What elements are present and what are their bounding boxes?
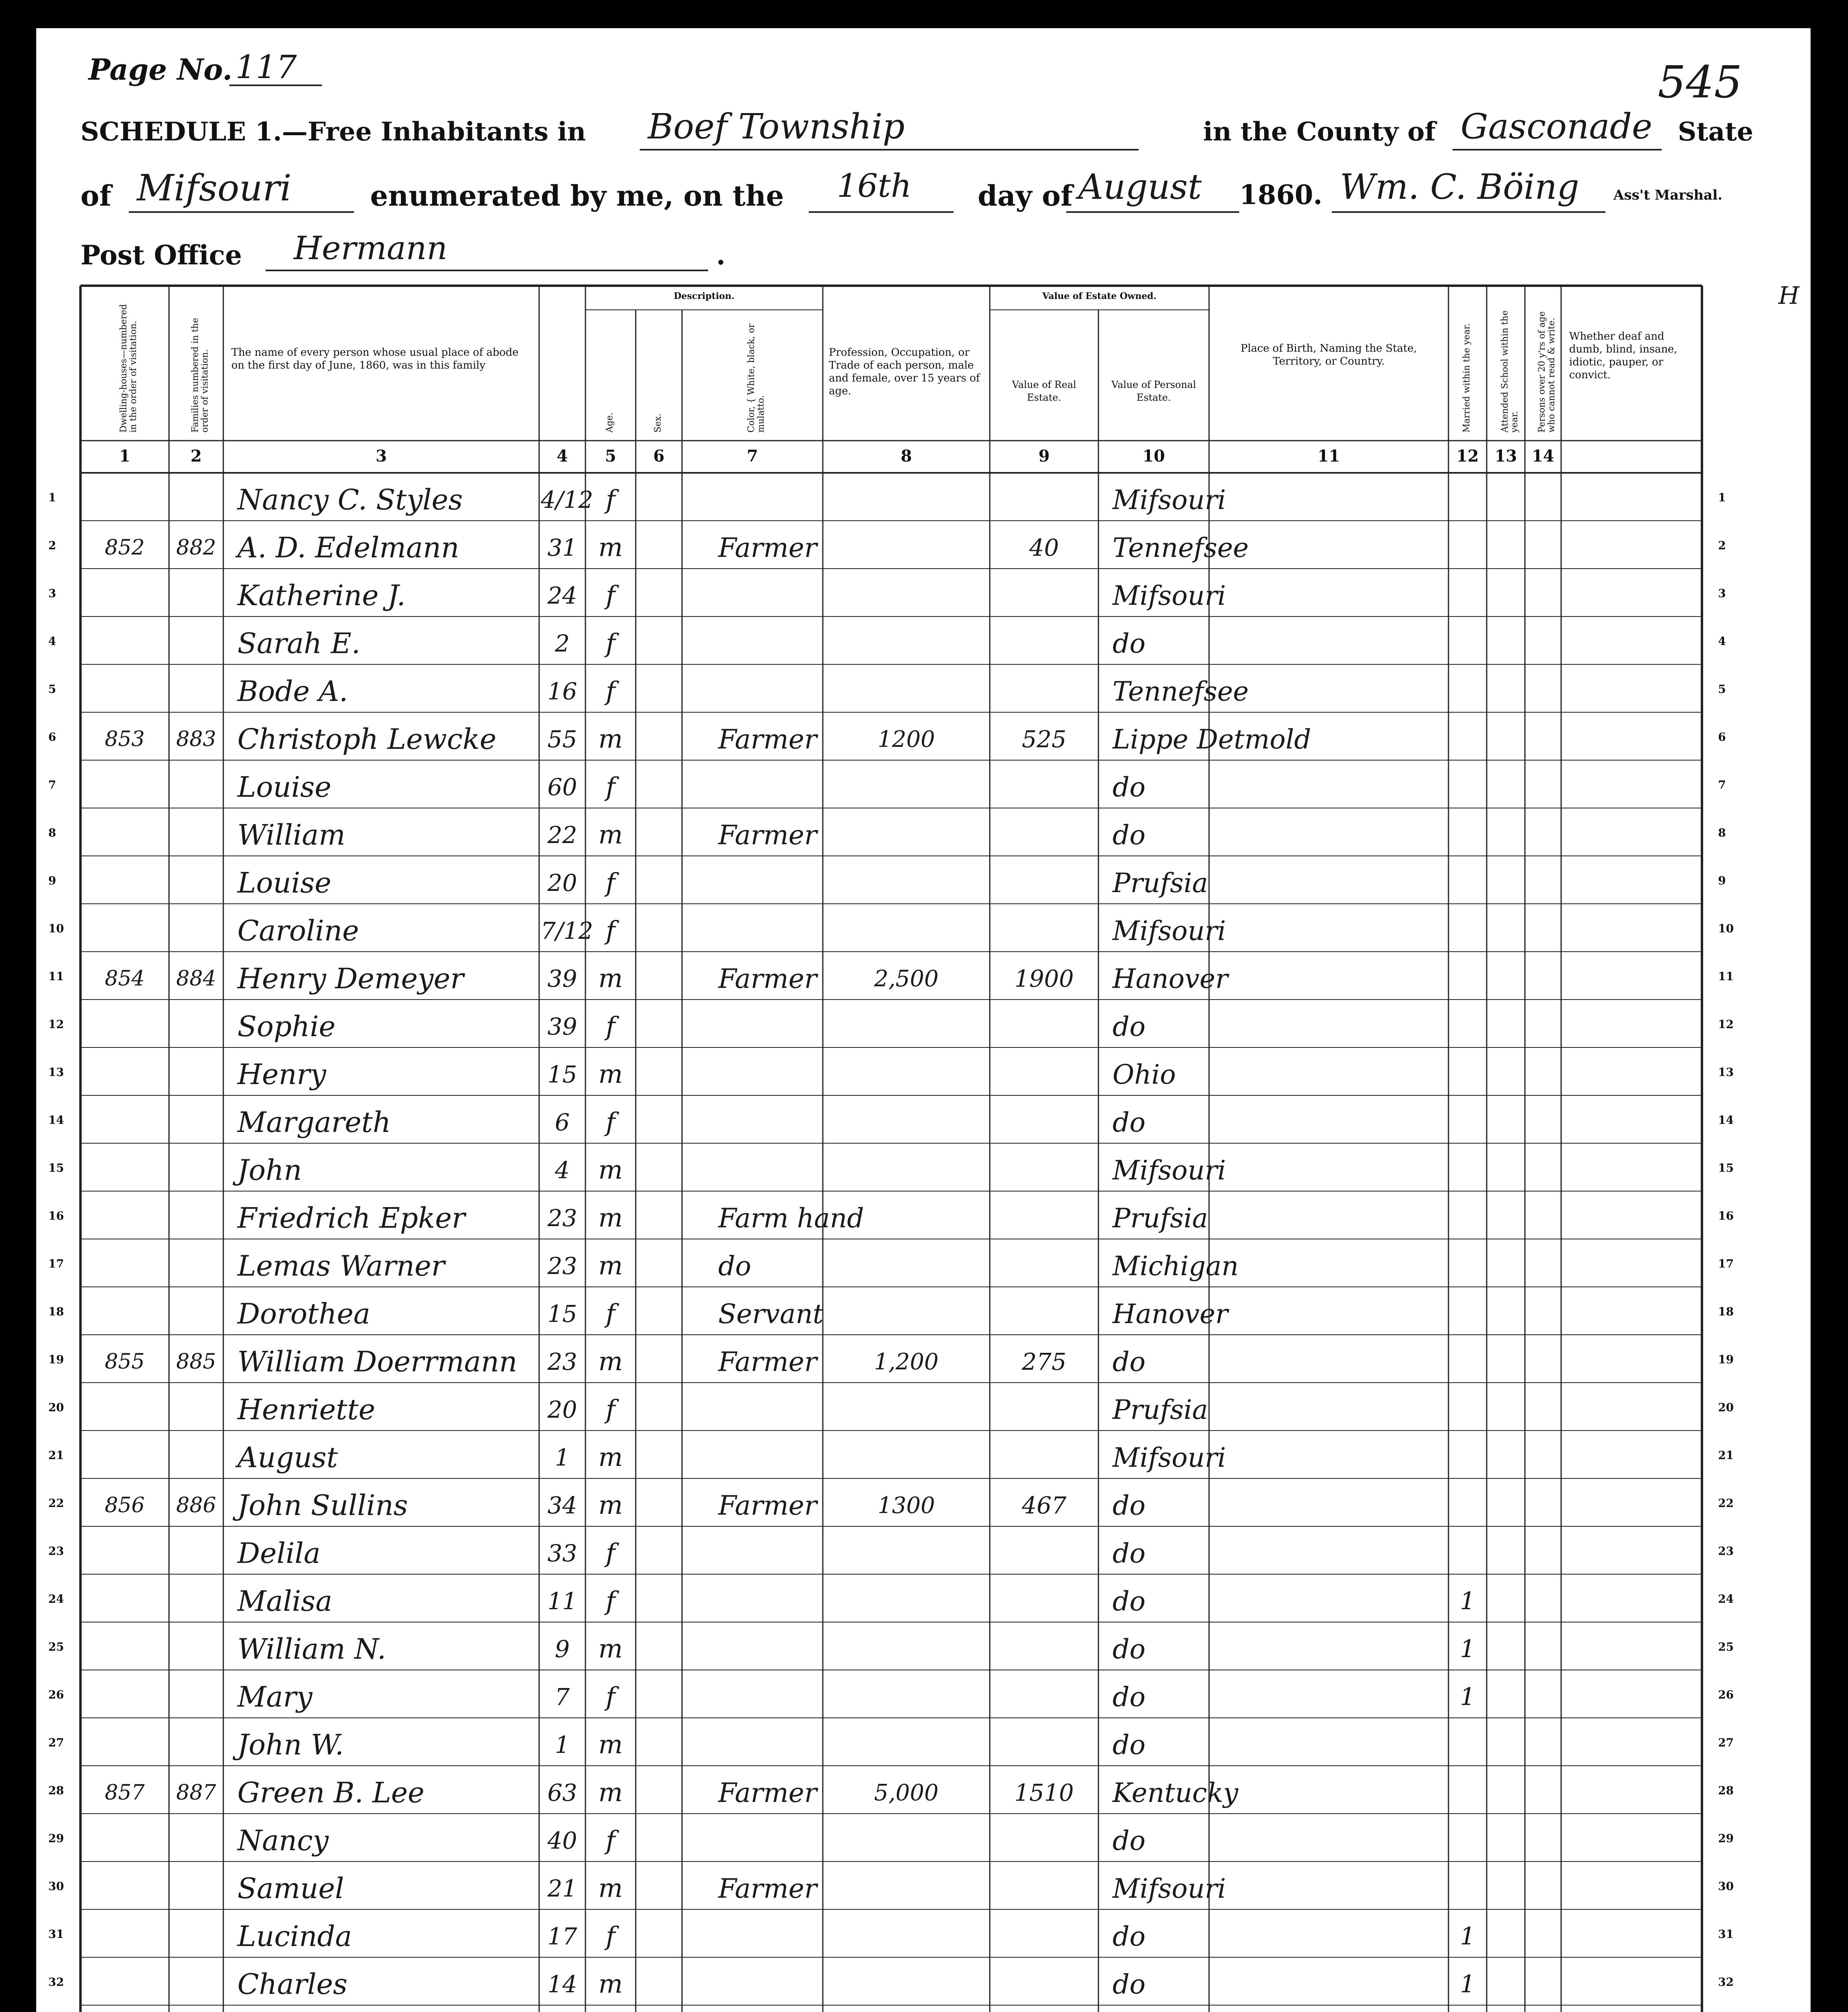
line-number-left: 17	[48, 1257, 64, 1270]
line-number-right: 15	[1718, 1161, 1734, 1175]
line-number-left: 25	[48, 1640, 64, 1653]
township-value: Boef Township	[648, 107, 905, 147]
line-number-right: 20	[1718, 1401, 1734, 1414]
cell-name: John	[237, 1154, 302, 1187]
cell-occ: Farm hand	[718, 1203, 864, 1234]
cell-occ: Farmer	[718, 1777, 817, 1808]
cell-birth: do	[1113, 628, 1145, 659]
line-number-right: 11	[1718, 970, 1734, 983]
of-label: of	[80, 179, 111, 212]
cell-age: 39	[547, 965, 577, 992]
cell-sex: f	[606, 1586, 616, 1616]
cell-dw: 854	[105, 967, 145, 991]
line-number-right: 28	[1718, 1784, 1734, 1797]
cell-name: Louise	[237, 771, 332, 804]
cell-birth: Hanover	[1113, 1299, 1228, 1330]
cell-dw: 856	[105, 1493, 145, 1517]
cell-age: 2	[555, 630, 570, 657]
col-name-header: The name of every person whose usual place of abode on the first day of June, 1860, was in this family	[231, 346, 519, 371]
column-number: 13	[1494, 447, 1517, 466]
line-number-left: 20	[48, 1401, 64, 1414]
line-number-left: 6	[48, 730, 56, 744]
cell-birth: do	[1113, 1490, 1145, 1521]
line-number-right: 16	[1718, 1209, 1734, 1222]
estate-header: Value of Estate Owned.	[1042, 291, 1157, 301]
cell-name: Friedrich Epker	[237, 1202, 466, 1235]
cell-age: 7	[555, 1683, 570, 1711]
cell-name: William	[237, 818, 346, 851]
cell-age: 24	[547, 582, 577, 609]
cell-birth: do	[1113, 1011, 1145, 1042]
line-number-right: 27	[1718, 1736, 1734, 1749]
column-number: 6	[653, 447, 665, 466]
cell-name: John W.	[237, 1728, 344, 1761]
line-number-right: 19	[1718, 1353, 1734, 1366]
cell-birth: do	[1113, 1346, 1145, 1377]
line-number-right: 1	[1718, 491, 1726, 504]
col-real-estate-header: Value of Real Estate.	[1012, 379, 1076, 403]
cell-birth: Mifsouri	[1113, 1873, 1226, 1904]
cell-age: 34	[547, 1492, 577, 1519]
cell-birth: Tennefsee	[1113, 532, 1249, 563]
cell-age: 6	[555, 1109, 570, 1136]
cell-age: 23	[547, 1252, 577, 1280]
cell-age: 63	[547, 1779, 577, 1806]
description-header: Description.	[674, 291, 735, 301]
cell-pers: 467	[1022, 1492, 1067, 1519]
cell-sex: f	[606, 676, 616, 706]
cell-fam: 886	[176, 1493, 216, 1517]
cell-sex: f	[606, 1682, 616, 1712]
post-office-label: Post Office	[80, 239, 242, 271]
cell-pers: 275	[1022, 1348, 1067, 1375]
state-value: Mifsouri	[137, 167, 292, 209]
line-number-left: 13	[48, 1066, 64, 1079]
cell-pers: 525	[1022, 726, 1067, 753]
cell-birth: Kentucky	[1113, 1777, 1238, 1808]
cell-sex: m	[598, 1490, 623, 1520]
cell-occ: Farmer	[718, 1490, 817, 1521]
cell-birth: do	[1113, 1921, 1145, 1952]
cell-birth: do	[1113, 1682, 1145, 1713]
post-office-value: Hermann	[294, 229, 447, 267]
col-sex-header: Sex.	[653, 413, 663, 433]
col-condition-header: Whether deaf and dumb, blind, insane, idiotic, pauper, or convict.	[1569, 330, 1677, 381]
marshal-label: Ass't Marshal.	[1613, 187, 1722, 203]
cell-name: Nancy	[237, 1824, 329, 1857]
line-number-left: 10	[48, 922, 64, 935]
cell-age: 23	[547, 1348, 577, 1375]
cell-age: 1	[555, 1444, 570, 1471]
state-label: State	[1678, 117, 1753, 147]
line-number-left: 2	[48, 539, 56, 552]
cell-name: Sarah E.	[237, 627, 361, 660]
line-number-left: 26	[48, 1688, 64, 1701]
cell-sex: m	[598, 1443, 623, 1472]
cell-occ: Farmer	[718, 1346, 817, 1377]
line-number-left: 19	[48, 1353, 64, 1366]
cell-school: 1	[1460, 1970, 1475, 1998]
cell-age: 16	[547, 678, 577, 705]
cell-name: Samuel	[237, 1872, 344, 1905]
cell-age: 15	[547, 1061, 577, 1088]
line-number-left: 3	[48, 587, 56, 600]
page-number-value: 117	[235, 48, 297, 86]
cell-name: Delila	[237, 1537, 321, 1570]
day-value: 16th	[837, 167, 912, 204]
column-number: 8	[900, 447, 912, 466]
cell-birth: do	[1113, 1730, 1145, 1760]
line-number-right: 29	[1718, 1832, 1734, 1845]
cell-occ: Farmer	[718, 820, 817, 851]
line-number-left: 28	[48, 1784, 64, 1797]
line-number-left: 12	[48, 1018, 64, 1031]
cell-age: 23	[547, 1204, 577, 1232]
col-personal-estate-header: Value of Personal Estate.	[1111, 379, 1196, 403]
cell-name: Sophie	[237, 1010, 336, 1043]
line-number-right: 23	[1718, 1544, 1734, 1558]
cell-age: 15	[547, 1300, 577, 1328]
cell-sex: f	[606, 581, 616, 610]
col-occupation-header: Profession, Occupation, or Trade of each person, male and female, over 15 years of age.	[829, 346, 980, 397]
cell-birth: Mifsouri	[1113, 580, 1226, 611]
cell-birth: Prufsia	[1113, 1203, 1208, 1234]
line-number-right: 4	[1718, 635, 1726, 648]
line-number-right: 17	[1718, 1257, 1734, 1270]
cell-name: Christoph Lewcke	[237, 723, 497, 756]
cell-occ: do	[718, 1251, 751, 1282]
cell-occ: Farmer	[718, 963, 817, 994]
column-number: 12	[1456, 447, 1479, 466]
line-number-left: 32	[48, 1975, 64, 1989]
cell-birth: do	[1113, 1969, 1145, 2000]
line-number-right: 9	[1718, 874, 1726, 887]
line-number-right: 6	[1718, 730, 1726, 744]
line-number-right: 22	[1718, 1497, 1734, 1510]
cell-age: 4/12	[541, 486, 593, 513]
col-illiterate-header: Persons over 20 y'rs of age who cannot read & write.	[1537, 311, 1557, 433]
column-number: 7	[747, 447, 758, 466]
line-number-left: 24	[48, 1592, 64, 1606]
col-school-header: Attended School within the year.	[1500, 310, 1520, 433]
line-number-left: 7	[48, 778, 56, 792]
cell-age: 4	[555, 1156, 570, 1184]
corner-mark: H	[1778, 282, 1800, 310]
cell-birth: do	[1113, 1538, 1145, 1569]
line-number-left: 21	[48, 1449, 64, 1462]
line-number-left: 8	[48, 826, 56, 839]
line-number-right: 7	[1718, 778, 1726, 792]
line-number-right: 32	[1718, 1975, 1734, 1989]
cell-name: Malisa	[237, 1585, 332, 1618]
cell-real: 1200	[878, 726, 935, 752]
line-number-right: 8	[1718, 826, 1726, 839]
line-number-left: 16	[48, 1209, 64, 1222]
cell-sex: m	[598, 1730, 623, 1760]
line-number-right: 30	[1718, 1880, 1734, 1893]
cell-sex: m	[598, 964, 623, 994]
cell-sex: f	[606, 1921, 616, 1951]
cell-age: 21	[547, 1875, 577, 1902]
col-age-header: Age.	[604, 412, 615, 433]
column-number: 11	[1317, 447, 1340, 466]
column-number: 1	[119, 447, 130, 466]
cell-dw: 852	[105, 536, 145, 560]
col-family-header: Families numbered in the order of visitation.	[190, 317, 210, 433]
cell-name: Lucinda	[237, 1920, 352, 1953]
cell-sex: f	[606, 1826, 616, 1855]
line-number-left: 31	[48, 1927, 64, 1941]
cell-real: 1,200	[874, 1349, 939, 1375]
col-married-header: Married within the year.	[1461, 323, 1472, 433]
cell-dw: 853	[105, 727, 145, 751]
cell-sex: m	[598, 724, 623, 754]
cell-sex: m	[598, 1060, 623, 1089]
cell-name: Margareth	[237, 1106, 391, 1139]
cell-school: 1	[1460, 1683, 1475, 1711]
cell-name: Mary	[237, 1680, 313, 1713]
cell-dw: 857	[105, 1781, 145, 1805]
cell-school: 1	[1460, 1587, 1475, 1615]
cell-pers: 40	[1029, 534, 1059, 561]
column-number: 5	[605, 447, 616, 466]
cell-sex: m	[598, 1874, 623, 1903]
cell-name: Charles	[237, 1968, 348, 2001]
cell-age: 17	[547, 1923, 577, 1950]
cell-sex: m	[598, 1203, 623, 1233]
line-number-right: 5	[1718, 682, 1726, 696]
line-number-right: 2	[1718, 539, 1726, 552]
cell-sex: f	[606, 1107, 616, 1137]
cell-occ: Farmer	[718, 1873, 817, 1904]
cell-name: August	[237, 1441, 338, 1474]
cell-age: 9	[555, 1635, 570, 1663]
line-number-left: 27	[48, 1736, 64, 1749]
cell-name: Henriette	[237, 1393, 375, 1426]
line-number-left: 5	[48, 682, 56, 696]
line-number-left: 9	[48, 874, 56, 887]
cell-age: 11	[547, 1587, 577, 1615]
line-number-left: 11	[48, 970, 64, 983]
line-number-right: 25	[1718, 1640, 1734, 1653]
cell-real: 5,000	[874, 1780, 939, 1806]
cell-name: A. D. Edelmann	[237, 531, 459, 564]
cell-sex: m	[598, 820, 623, 850]
cell-pers: 1510	[1014, 1779, 1074, 1806]
cell-age: 7/12	[541, 917, 593, 944]
column-number: 10	[1142, 447, 1165, 466]
cell-sex: m	[598, 1347, 623, 1377]
cell-sex: f	[606, 868, 616, 898]
cell-birth: Mifsouri	[1113, 1155, 1226, 1186]
column-number: 9	[1038, 447, 1050, 466]
cell-fam: 882	[176, 536, 216, 560]
cell-name: Nancy C. Styles	[237, 483, 463, 516]
census-sheet	[36, 28, 1811, 2012]
line-number-right: 10	[1718, 922, 1734, 935]
month-value: August	[1078, 167, 1202, 207]
line-number-left: 30	[48, 1880, 64, 1893]
line-number-right: 13	[1718, 1066, 1734, 1079]
column-number: 14	[1532, 447, 1554, 466]
cell-age: 31	[547, 534, 577, 561]
cell-name: Louise	[237, 866, 332, 899]
line-number-left: 22	[48, 1497, 64, 1510]
line-number-right: 3	[1718, 587, 1726, 600]
cell-birth: Prufsia	[1113, 868, 1208, 899]
marshal-name: Wm. C. Böing	[1340, 167, 1579, 207]
cell-age: 20	[547, 869, 577, 897]
line-number-right: 12	[1718, 1018, 1734, 1031]
column-number: 3	[375, 447, 387, 466]
cell-sex: m	[598, 1634, 623, 1664]
cell-birth: Mifsouri	[1113, 484, 1226, 515]
cell-name: Henry	[237, 1058, 326, 1091]
cell-age: 39	[547, 1013, 577, 1040]
cell-fam: 883	[176, 727, 216, 751]
cell-name: Katherine J.	[237, 579, 406, 612]
cell-birth: Hanover	[1113, 963, 1228, 994]
cell-sex: f	[606, 1538, 616, 1568]
cell-age: 22	[547, 821, 577, 849]
cell-birth: Mifsouri	[1113, 1442, 1226, 1473]
cell-birth: do	[1113, 1825, 1145, 1856]
cell-occ: Servant	[718, 1299, 824, 1330]
cell-occ: Farmer	[718, 724, 817, 755]
enumerated-label: enumerated by me, on the	[370, 179, 784, 212]
cell-name: John Sullins	[237, 1489, 408, 1522]
cell-sex: m	[598, 1155, 623, 1185]
cell-birth: Mifsouri	[1113, 915, 1226, 946]
cell-birth: Ohio	[1113, 1059, 1176, 1090]
col-dwelling-header: Dwelling-houses—numbered in the order of visitation.	[119, 304, 138, 433]
line-number-right: 21	[1718, 1449, 1734, 1462]
col-birthplace-header: Place of Birth, Naming the State, Territory, or Country.	[1240, 342, 1417, 367]
line-number-left: 23	[48, 1544, 64, 1558]
cell-name: Henry Demeyer	[237, 962, 464, 995]
cell-sex: f	[606, 772, 616, 802]
line-number-left: 15	[48, 1161, 64, 1175]
cell-age: 14	[547, 1971, 577, 1998]
cell-sex: m	[598, 1969, 623, 1999]
cell-name: Green B. Lee	[237, 1776, 424, 1809]
cell-sex: f	[606, 1395, 616, 1424]
line-number-right: 24	[1718, 1592, 1734, 1606]
cell-sex: f	[606, 629, 616, 658]
cell-birth: do	[1113, 772, 1145, 803]
cell-pers: 1900	[1014, 965, 1074, 992]
col-color-header: Color, { White, black, or mulatto.	[746, 324, 766, 433]
cell-sex: m	[598, 1251, 623, 1281]
cell-occ: Farmer	[718, 532, 817, 563]
cell-name: William Doerrmann	[237, 1345, 517, 1378]
period-mark: .	[716, 239, 725, 271]
cell-birth: do	[1113, 1586, 1145, 1617]
page-number-label: Page No.	[89, 52, 233, 87]
cell-name: Dorothea	[237, 1297, 371, 1330]
cell-age: 20	[547, 1396, 577, 1423]
schedule-label: SCHEDULE 1.—Free Inhabitants in	[80, 117, 586, 147]
cell-sex: f	[606, 1299, 616, 1329]
line-number-left: 4	[48, 635, 56, 648]
cell-birth: do	[1113, 820, 1145, 851]
cell-birth: Tennefsee	[1113, 676, 1249, 707]
cell-dw: 855	[105, 1350, 145, 1374]
cell-name: Bode A.	[237, 675, 348, 708]
line-number-right: 14	[1718, 1113, 1734, 1127]
line-number-left: 14	[48, 1113, 64, 1127]
cell-age: 60	[547, 773, 577, 801]
cell-birth: Prufsia	[1113, 1394, 1208, 1425]
cell-age: 33	[547, 1540, 577, 1567]
cell-sex: m	[598, 533, 623, 563]
cell-fam: 885	[176, 1350, 216, 1374]
column-number: 2	[190, 447, 202, 466]
line-number-right: 26	[1718, 1688, 1734, 1701]
cell-real: 1300	[878, 1493, 935, 1519]
cell-sex: f	[606, 485, 616, 515]
cell-fam: 887	[176, 1781, 216, 1805]
column-number: 4	[556, 447, 568, 466]
line-number-left: 18	[48, 1305, 64, 1318]
cell-school: 1	[1460, 1922, 1475, 1950]
cell-birth: do	[1113, 1634, 1145, 1665]
cell-fam: 884	[176, 967, 216, 991]
cell-age: 40	[547, 1827, 577, 1854]
cell-age: 1	[555, 1731, 570, 1758]
cell-sex: f	[606, 1012, 616, 1041]
county-label: in the County of	[1203, 117, 1436, 147]
cell-birth: Michigan	[1113, 1251, 1239, 1282]
line-number-left: 29	[48, 1832, 64, 1845]
cell-sex: f	[606, 916, 616, 946]
cell-name: William N.	[237, 1633, 386, 1666]
county-value: Gasconade	[1461, 107, 1652, 147]
cell-name: Lemas Warner	[237, 1249, 445, 1282]
cell-name: Caroline	[237, 914, 359, 947]
line-number-left: 1	[48, 491, 56, 504]
cell-sex: m	[598, 1778, 623, 1808]
stamped-page-number: 545	[1658, 56, 1742, 108]
cell-birth: Lippe Detmold	[1113, 724, 1311, 755]
cell-school: 1	[1460, 1635, 1475, 1663]
cell-real: 2,500	[874, 966, 939, 992]
cell-birth: do	[1113, 1107, 1145, 1138]
cell-age: 55	[547, 726, 577, 753]
line-number-right: 18	[1718, 1305, 1734, 1318]
day-of-label: day of	[978, 179, 1073, 212]
year-value: 1860.	[1239, 179, 1323, 210]
line-number-right: 31	[1718, 1927, 1734, 1941]
